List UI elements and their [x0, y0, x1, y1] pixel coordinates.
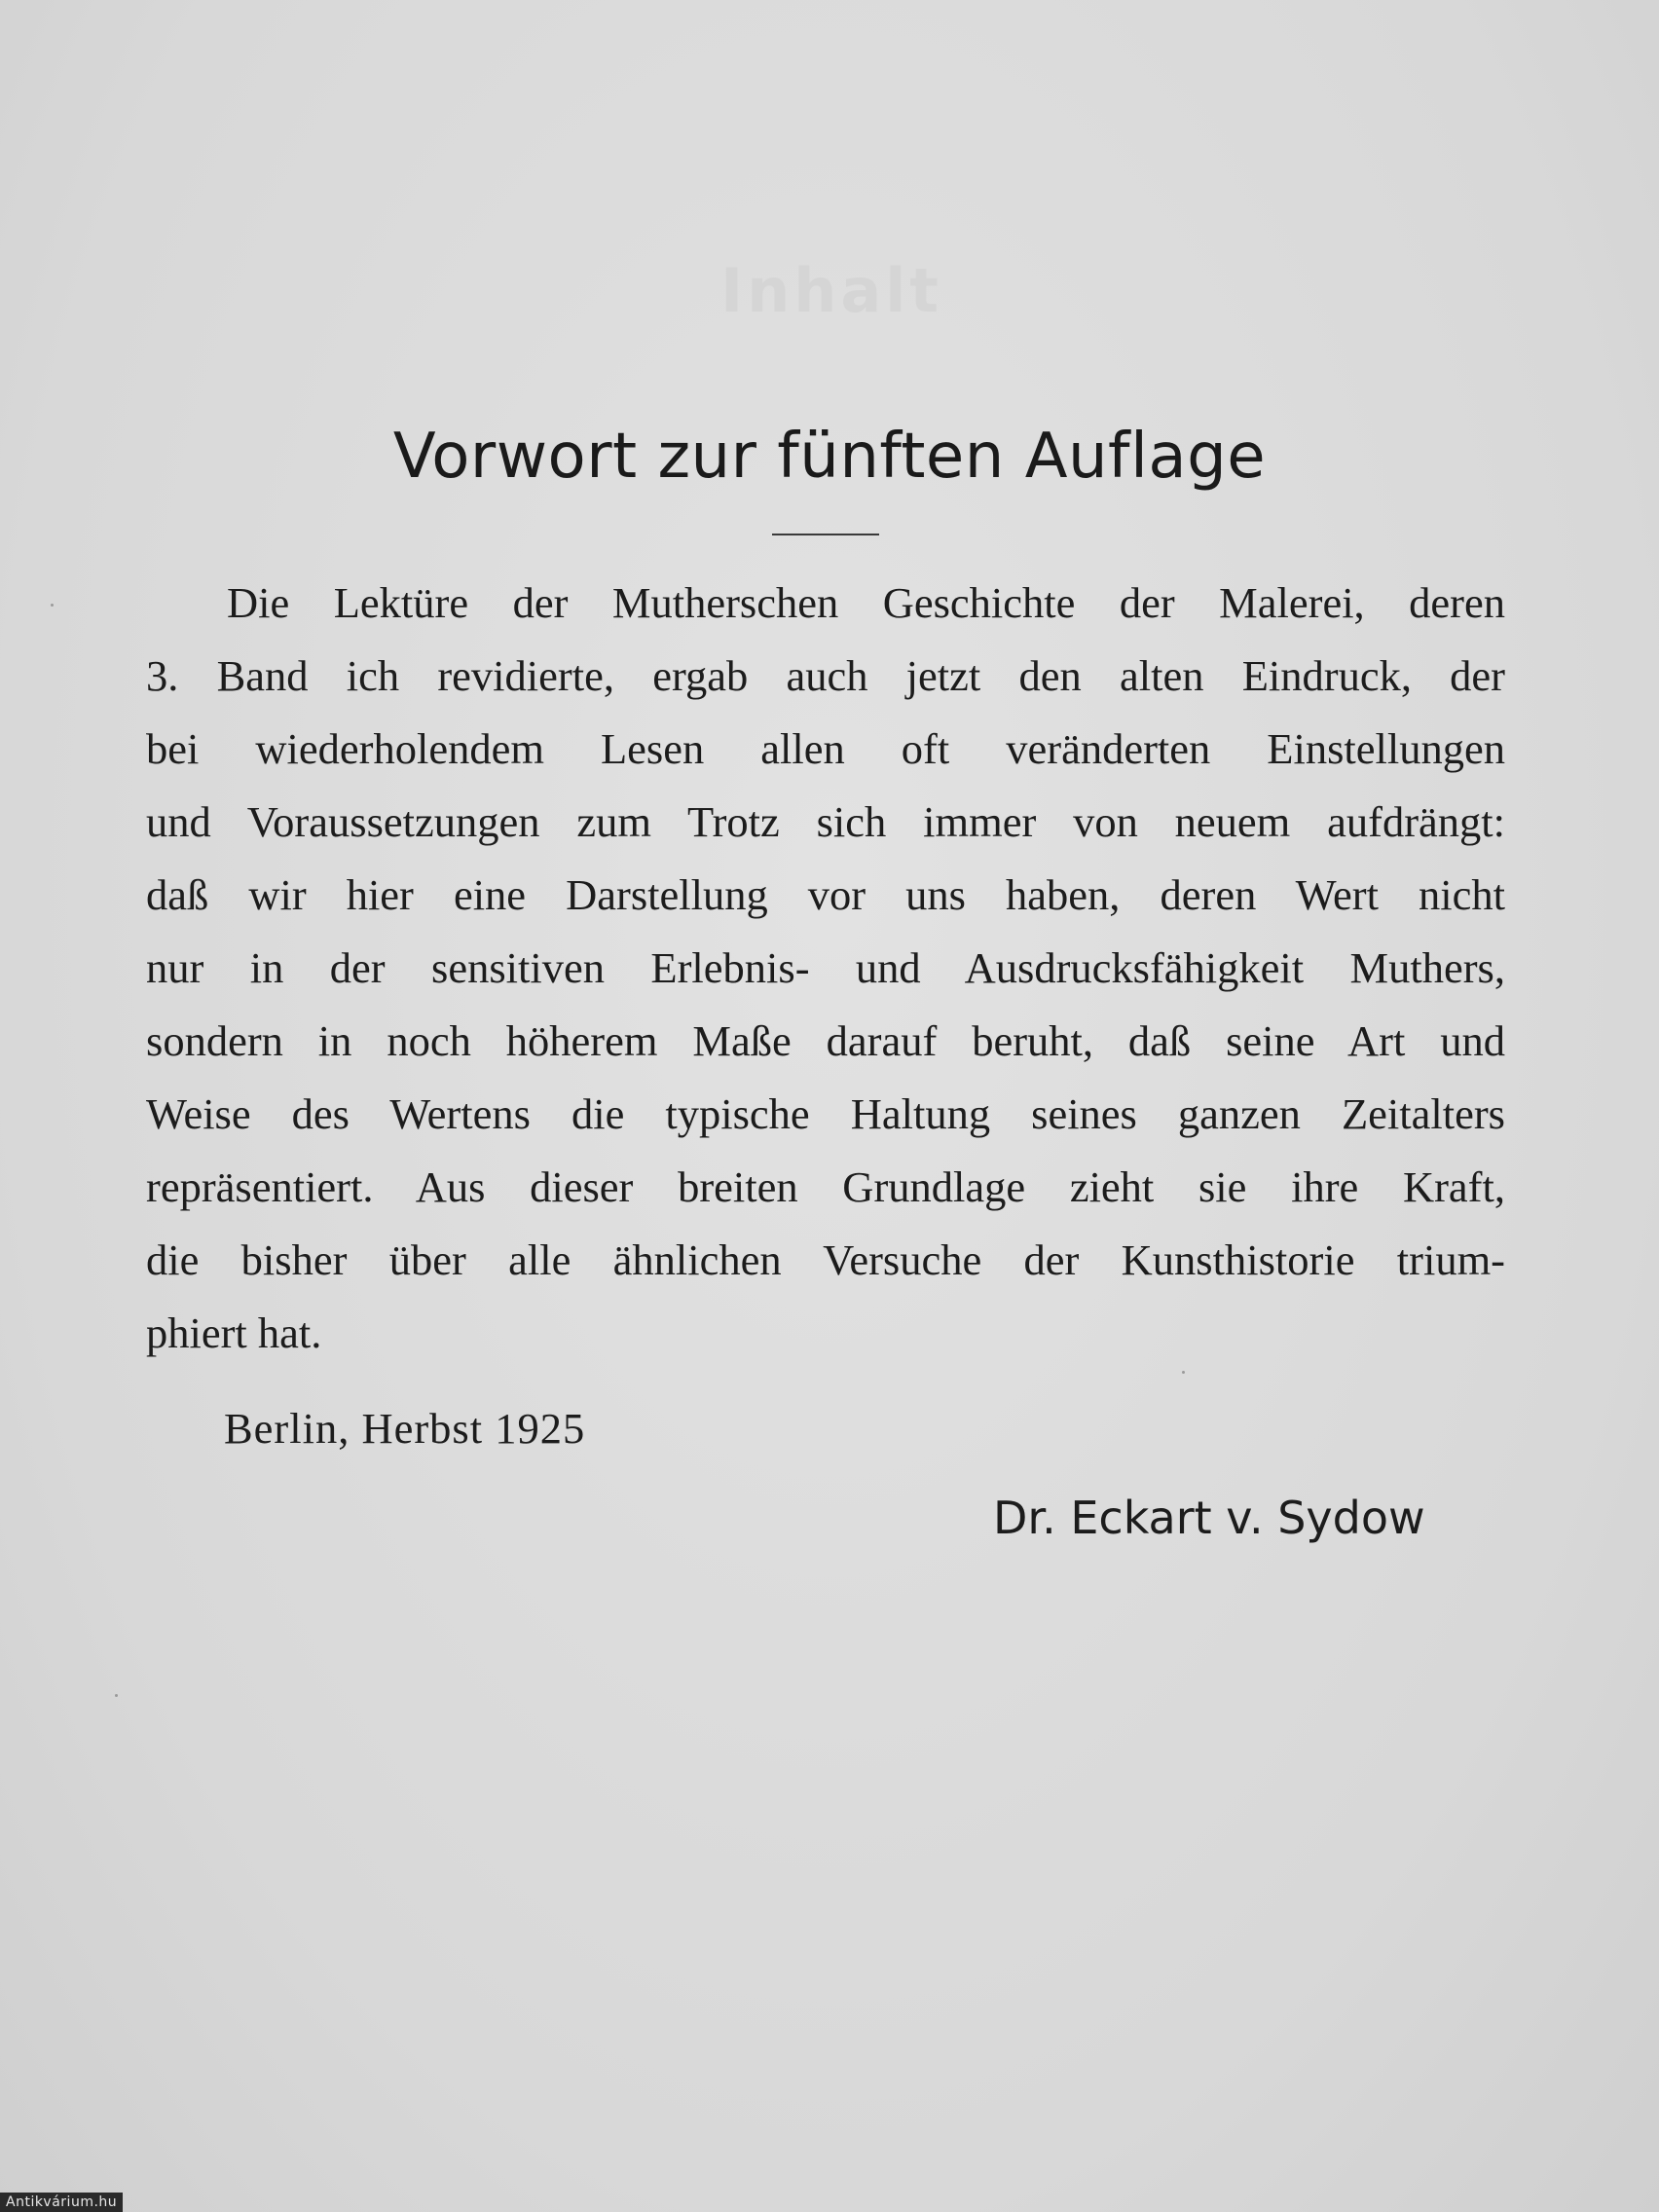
paragraph-line: Die Lektüre der Mutherschen Geschichte der Malerei, deren: [227, 578, 1505, 627]
show-through-text: Inhalt: [720, 255, 943, 326]
paragraph-line: 3. Band ich revidierte, ergab auch jetzt den alten Eindruck, der: [146, 651, 1505, 700]
paragraph-line: nur in der sensitiven Erlebnis- und Ausdrucksfähigkeit Muthers,: [146, 943, 1505, 992]
paper-speck: [1182, 1371, 1185, 1374]
watermark: Antikvárium.hu: [0, 2193, 123, 2212]
paragraph-line: Weise des Wertens die typische Haltung seines ganzen Zeitalters: [146, 1089, 1505, 1138]
preface-paragraph: [146, 567, 1505, 1370]
paragraph-line: bei wiederholendem Lesen allen oft veränderten Einstellungen: [146, 724, 1505, 773]
author-signature: Dr. Eckart v. Sydow: [993, 1492, 1425, 1544]
paper-speck: [115, 1694, 118, 1697]
paragraph-line: daß wir hier eine Darstellung vor uns haben, deren Wert nicht: [146, 870, 1505, 919]
paragraph-line: die bisher über alle ähnlichen Versuche der Kunsthistorie trium-: [146, 1235, 1505, 1284]
paper-speck: [51, 604, 54, 607]
page-title: Vorwort zur fünften Auflage: [392, 421, 1267, 493]
paragraph-line: und Voraussetzungen zum Trotz sich immer von neuem aufdrängt:: [146, 797, 1505, 846]
title-divider: [772, 534, 879, 535]
paragraph-line: repräsentiert. Aus dieser breiten Grundlage zieht sie ihre Kraft,: [146, 1162, 1505, 1211]
paragraph-line: sondern in noch höherem Maße darauf beruht, daß seine Art und: [146, 1016, 1505, 1065]
place-and-date: Berlin, Herbst 1925: [224, 1404, 586, 1453]
paragraph-line: phiert hat.: [146, 1309, 322, 1357]
